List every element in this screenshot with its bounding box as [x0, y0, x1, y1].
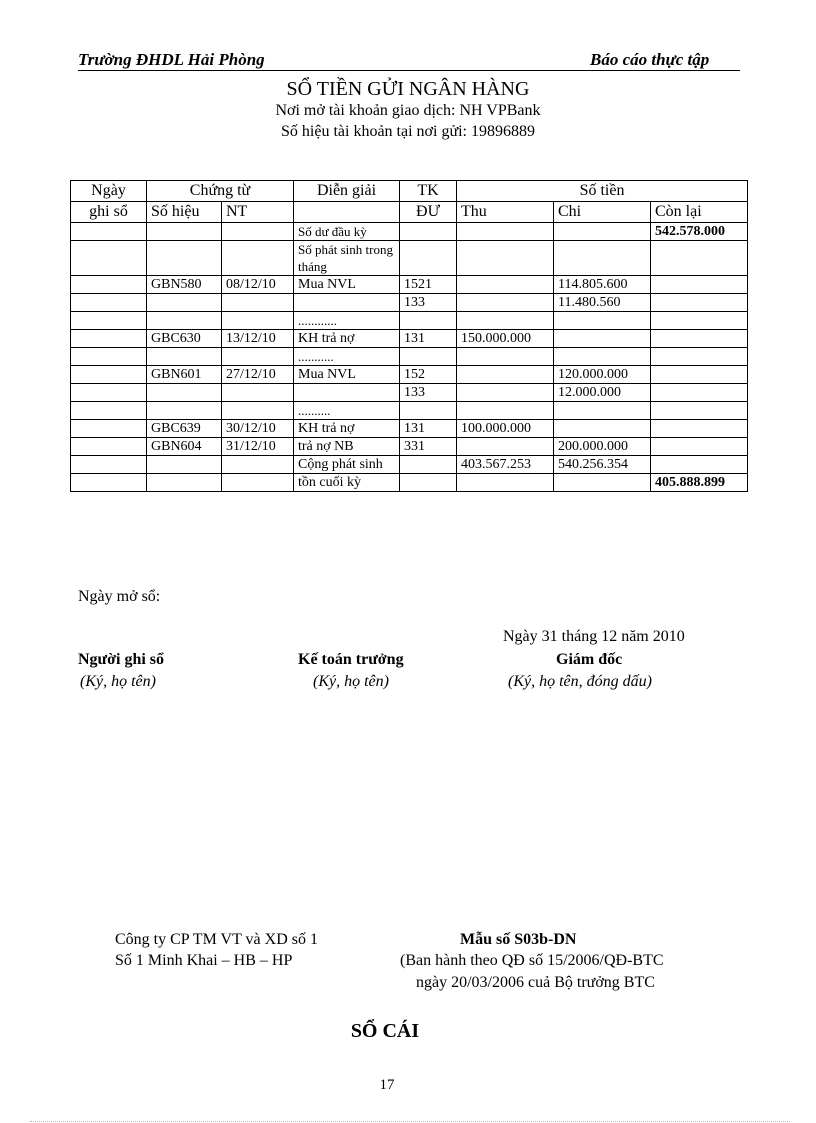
- cell-tk: 131: [400, 420, 457, 438]
- cell-nt: [222, 241, 294, 276]
- cell-so-hieu: [147, 223, 222, 241]
- cell-ngay: [71, 223, 147, 241]
- account-number: Số hiệu tài khoản tại nơi gửi: 19896889: [281, 123, 535, 140]
- sign-note-2: (Ký, họ tên): [313, 673, 389, 690]
- cell-nt: 31/12/10: [222, 438, 294, 456]
- cell-ngay: [71, 474, 147, 492]
- signing-date: Ngày 31 tháng 12 năm 2010: [503, 628, 685, 645]
- page-number: 17: [379, 1077, 395, 1093]
- col-chi: Chi: [554, 202, 651, 223]
- table-row: [71, 294, 748, 312]
- page-title: SỔ TIỀN GỬI NGÂN HÀNG: [286, 78, 530, 100]
- cell-ngay: [71, 402, 147, 420]
- cell-dien-giai: [294, 294, 400, 312]
- cell-thu: [457, 312, 554, 330]
- cell-nt: [222, 402, 294, 420]
- cell-ngay: [71, 456, 147, 474]
- table-row: [71, 366, 748, 384]
- cell-nt: 13/12/10: [222, 330, 294, 348]
- cell-con-lai: [651, 312, 748, 330]
- bank-location: Nơi mở tài khoản giao dịch: NH VPBank: [275, 102, 541, 119]
- cell-so-hieu: GBC630: [147, 330, 222, 348]
- section-title-so-cai: SỔ CÁI: [350, 1020, 420, 1042]
- form-decree-line-1: (Ban hành theo QĐ số 15/2006/QĐ-BTC: [400, 952, 664, 969]
- cell-thu: [457, 474, 554, 492]
- signer-nguoi-ghi-so: Người ghi sổ: [78, 651, 165, 668]
- cell-con-lai: 405.888.899: [651, 474, 748, 492]
- cell-chi: 12.000.000: [554, 384, 651, 402]
- cell-con-lai: [651, 276, 748, 294]
- cell-thu: [457, 348, 554, 366]
- cell-thu: [457, 366, 554, 384]
- cell-so-hieu: GBN604: [147, 438, 222, 456]
- cell-thu: 100.000.000: [457, 420, 554, 438]
- col-ngay-ghi-so-top: Ngày: [71, 181, 147, 202]
- cell-chi: 114.805.600: [554, 276, 651, 294]
- cell-ngay: [71, 420, 147, 438]
- cell-dien-giai: Mua NVL: [294, 366, 400, 384]
- cell-tk: [400, 312, 457, 330]
- company-name: Công ty CP TM VT và XD số 1: [115, 931, 318, 948]
- cell-dien-giai: [294, 384, 400, 402]
- table-row: [71, 438, 748, 456]
- header-school-name: Trường ĐHDL Hải Phòng: [78, 50, 265, 69]
- col-so-hieu: Số hiệu: [147, 202, 222, 223]
- cell-dien-giai: KH trả nợ: [294, 420, 400, 438]
- cell-nt: 08/12/10: [222, 276, 294, 294]
- cell-tk: [400, 241, 457, 276]
- cell-ngay: [71, 366, 147, 384]
- cell-dien-giai: trả nợ NB: [294, 438, 400, 456]
- table-row: [71, 402, 748, 420]
- cell-chi: 11.480.560: [554, 294, 651, 312]
- cell-so-hieu: [147, 384, 222, 402]
- cell-ngay: [71, 330, 147, 348]
- cell-dien-giai: KH trả nợ: [294, 330, 400, 348]
- cell-nt: [222, 384, 294, 402]
- cell-so-hieu: GBN580: [147, 276, 222, 294]
- cell-con-lai: [651, 348, 748, 366]
- cell-nt: [222, 474, 294, 492]
- table-row: [71, 456, 748, 474]
- signer-ke-toan-truong: Kế toán trưởng: [298, 651, 404, 668]
- cell-thu: [457, 402, 554, 420]
- cell-dien-giai: tồn cuối kỳ: [294, 474, 400, 492]
- ngay-mo-so: Ngày mở sổ:: [78, 588, 161, 605]
- cell-chi: [554, 223, 651, 241]
- cell-tk: [400, 474, 457, 492]
- cell-tk: [400, 223, 457, 241]
- col-thu: Thu: [457, 202, 554, 223]
- table-row: [71, 241, 748, 276]
- table-row: [71, 312, 748, 330]
- col-con-lai: Còn lại: [651, 202, 748, 223]
- signer-giam-doc: Giám đốc: [556, 651, 623, 668]
- cell-chi: [554, 420, 651, 438]
- cell-ngay: [71, 438, 147, 456]
- cell-thu: 403.567.253: [457, 456, 554, 474]
- header-divider: [78, 70, 740, 71]
- cell-ngay: [71, 294, 147, 312]
- cell-tk: 152: [400, 366, 457, 384]
- cell-so-hieu: [147, 456, 222, 474]
- cell-thu: [457, 294, 554, 312]
- cell-dien-giai: ..........: [294, 402, 400, 420]
- table-row: [71, 276, 748, 294]
- cell-con-lai: [651, 420, 748, 438]
- cell-so-hieu: [147, 241, 222, 276]
- cell-ngay: [71, 276, 147, 294]
- form-decree-line-2: ngày 20/03/2006 cuả Bộ trưởng BTC: [416, 974, 655, 991]
- cell-nt: [222, 312, 294, 330]
- cell-thu: 150.000.000: [457, 330, 554, 348]
- cell-tk: 133: [400, 384, 457, 402]
- cell-so-hieu: [147, 312, 222, 330]
- cell-so-hieu: [147, 348, 222, 366]
- col-tk-top: TK: [400, 181, 457, 202]
- cell-tk: 133: [400, 294, 457, 312]
- cell-thu: [457, 241, 554, 276]
- sign-note-3: (Ký, họ tên, đóng dấu): [508, 673, 652, 690]
- cell-chi: [554, 348, 651, 366]
- cell-chi: 120.000.000: [554, 366, 651, 384]
- cell-chi: [554, 312, 651, 330]
- cell-chi: [554, 241, 651, 276]
- cell-tk: [400, 402, 457, 420]
- sign-note-1: (Ký, họ tên): [80, 673, 156, 690]
- table-row: [71, 474, 748, 492]
- cell-con-lai: [651, 456, 748, 474]
- cell-con-lai: [651, 366, 748, 384]
- cell-ngay: [71, 384, 147, 402]
- cell-con-lai: [651, 402, 748, 420]
- cell-nt: [222, 223, 294, 241]
- cell-con-lai: [651, 438, 748, 456]
- cell-dien-giai: ...........: [294, 348, 400, 366]
- cell-con-lai: 542.578.000: [651, 223, 748, 241]
- bank-ledger-table: [70, 180, 748, 492]
- company-address: Số 1 Minh Khai – HB – HP: [115, 952, 293, 969]
- cell-dien-giai: Cộng phát sinh: [294, 456, 400, 474]
- cell-so-hieu: [147, 402, 222, 420]
- cell-chi: 540.256.354: [554, 456, 651, 474]
- cell-so-hieu: GBC639: [147, 420, 222, 438]
- header-report-label: Báo cáo thực tập: [590, 50, 710, 69]
- page-bottom-border: [30, 1121, 790, 1122]
- cell-so-hieu: [147, 474, 222, 492]
- cell-tk: 1521: [400, 276, 457, 294]
- cell-thu: [457, 223, 554, 241]
- table-row: [71, 384, 748, 402]
- table-row: [71, 330, 748, 348]
- col-so-tien: Số tiền: [457, 181, 748, 202]
- cell-chi: [554, 402, 651, 420]
- col-dien-giai-blank: [294, 202, 400, 223]
- cell-chi: [554, 474, 651, 492]
- cell-tk: [400, 348, 457, 366]
- cell-dien-giai: Số dư đầu kỳ: [294, 223, 400, 241]
- col-ngay-ghi-so-bottom: ghi sổ: [71, 202, 147, 223]
- cell-thu: [457, 384, 554, 402]
- form-number: Mẫu số S03b-DN: [460, 931, 577, 948]
- cell-so-hieu: GBN601: [147, 366, 222, 384]
- cell-tk: 331: [400, 438, 457, 456]
- cell-dien-giai: Mua NVL: [294, 276, 400, 294]
- cell-thu: [457, 438, 554, 456]
- cell-con-lai: [651, 294, 748, 312]
- cell-nt: 27/12/10: [222, 366, 294, 384]
- cell-ngay: [71, 348, 147, 366]
- cell-con-lai: [651, 384, 748, 402]
- cell-con-lai: [651, 241, 748, 276]
- table-row: [71, 223, 748, 241]
- col-dien-giai: Diễn giải: [294, 181, 400, 202]
- cell-dien-giai: ............: [294, 312, 400, 330]
- cell-thu: [457, 276, 554, 294]
- col-chung-tu: Chứng từ: [147, 181, 294, 202]
- col-tk-bottom: ĐƯ: [400, 202, 457, 223]
- cell-nt: 30/12/10: [222, 420, 294, 438]
- table-row: [71, 348, 748, 366]
- cell-so-hieu: [147, 294, 222, 312]
- cell-nt: [222, 348, 294, 366]
- cell-chi: [554, 330, 651, 348]
- cell-chi: 200.000.000: [554, 438, 651, 456]
- cell-ngay: [71, 312, 147, 330]
- col-nt: NT: [222, 202, 294, 223]
- cell-tk: 131: [400, 330, 457, 348]
- cell-tk: [400, 456, 457, 474]
- table-row: [71, 420, 748, 438]
- cell-con-lai: [651, 330, 748, 348]
- cell-nt: [222, 294, 294, 312]
- cell-dien-giai: Số phát sinh trong tháng: [294, 241, 400, 276]
- cell-ngay: [71, 241, 147, 276]
- cell-nt: [222, 456, 294, 474]
